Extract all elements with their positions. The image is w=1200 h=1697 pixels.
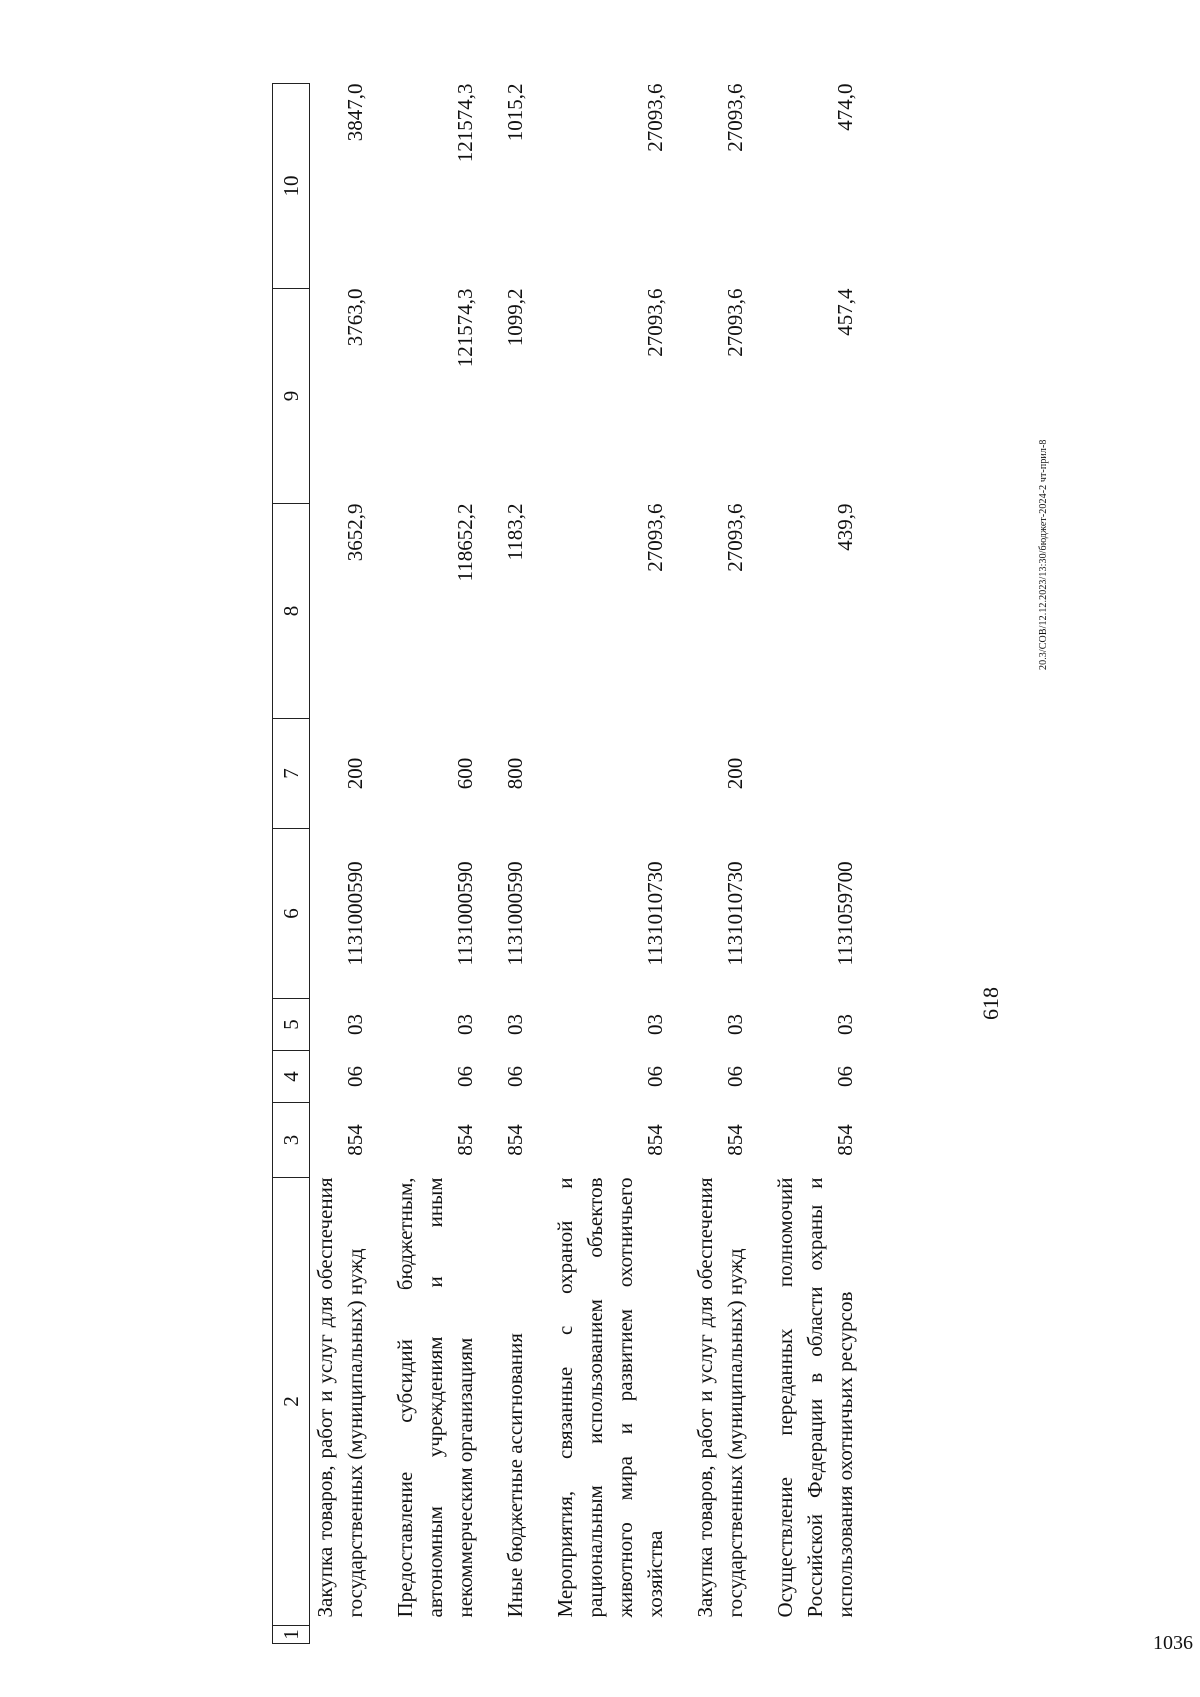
col-8: 439,9 bbox=[833, 503, 857, 551]
col-9: 457,4 bbox=[833, 288, 857, 336]
col-9: 27093,6 bbox=[643, 288, 667, 357]
col-3: 854 bbox=[453, 1124, 477, 1156]
header-row bbox=[273, 84, 310, 1644]
table-row bbox=[770, 84, 880, 1644]
header-cell: 1 bbox=[273, 1626, 310, 1644]
table-row bbox=[550, 84, 690, 1644]
header-cell: 5 bbox=[273, 999, 310, 1051]
header-cell: 4 bbox=[273, 1051, 310, 1103]
header-cell: 7 bbox=[273, 719, 310, 829]
col-10: 27093,6 bbox=[723, 83, 747, 152]
col-5: 03 bbox=[723, 1014, 747, 1035]
col-6: 1131059700 bbox=[833, 861, 857, 966]
rotated-content bbox=[170, 60, 1060, 1670]
col-6: 1131000590 bbox=[343, 861, 367, 966]
col-5: 03 bbox=[343, 1014, 367, 1035]
header-cell: 3 bbox=[273, 1103, 310, 1178]
row-name: Мероприятия, связанные с охраной и рациональным использованием объектов животного мира и развитием охотничьего хозяйства bbox=[553, 1177, 667, 1618]
header-cell: 10 bbox=[273, 84, 310, 289]
header-cell: 8 bbox=[273, 504, 310, 719]
col-6: 1131000590 bbox=[503, 861, 527, 966]
col-4: 06 bbox=[723, 1066, 747, 1087]
table-row bbox=[390, 84, 500, 1644]
col-7 bbox=[550, 719, 690, 829]
header-cell: 6 bbox=[273, 829, 310, 999]
col-8: 1183,2 bbox=[503, 503, 527, 561]
col-4: 06 bbox=[503, 1066, 527, 1087]
header-cell: 9 bbox=[273, 289, 310, 504]
col-4: 06 bbox=[453, 1066, 477, 1087]
col-6: 1131010730 bbox=[643, 861, 667, 966]
col-5: 03 bbox=[643, 1014, 667, 1035]
budget-table bbox=[272, 83, 880, 1644]
table-row bbox=[690, 84, 770, 1644]
row-name: Закупка товаров, работ и услуг для обеспечения государственных (муниципальных) нужд bbox=[693, 1177, 747, 1618]
col-10: 474,0 bbox=[833, 83, 857, 131]
col-10: 1015,2 bbox=[503, 83, 527, 142]
col-3: 854 bbox=[503, 1124, 527, 1156]
col-8: 27093,6 bbox=[723, 503, 747, 572]
table-row bbox=[310, 84, 391, 1644]
col-4: 06 bbox=[833, 1066, 857, 1087]
col-8: 118652,2 bbox=[453, 503, 477, 582]
col-7 bbox=[770, 719, 880, 829]
col-7: 600 bbox=[453, 757, 477, 790]
col-9: 27093,6 bbox=[723, 288, 747, 357]
sheet-number: 1036 bbox=[1153, 1632, 1193, 1654]
col-7: 800 bbox=[503, 757, 527, 790]
col-3: 854 bbox=[723, 1124, 747, 1156]
row-name: Предоставление субсидий бюджетным, автономным учреждениям и иным некоммерческим организациям bbox=[393, 1177, 477, 1618]
col-10: 121574,3 bbox=[453, 83, 477, 163]
col-5: 03 bbox=[503, 1014, 527, 1035]
row-name: Иные бюджетные ассигнования bbox=[503, 1333, 527, 1618]
col-6: 1131000590 bbox=[453, 861, 477, 966]
header-cell: 2 bbox=[273, 1178, 310, 1626]
col-7: 200 bbox=[343, 757, 367, 790]
col-5: 03 bbox=[453, 1014, 477, 1035]
col-10: 3847,0 bbox=[343, 83, 367, 142]
table-row bbox=[500, 84, 550, 1644]
col-5: 03 bbox=[833, 1014, 857, 1035]
page-number: 618 bbox=[978, 987, 1003, 1020]
col-3: 854 bbox=[343, 1124, 367, 1156]
row-name: Закупка товаров, работ и услуг для обеспечения государственных (муниципальных) нужд bbox=[313, 1177, 367, 1618]
col-4: 06 bbox=[643, 1066, 667, 1087]
row-name: Осуществление переданных полномочий Российской Федерации в области охраны и использования охотничьих ресурсов bbox=[773, 1177, 857, 1618]
col-8: 27093,6 bbox=[643, 503, 667, 572]
col-4: 06 bbox=[343, 1066, 367, 1087]
col-3: 854 bbox=[833, 1124, 857, 1156]
col-10: 27093,6 bbox=[643, 83, 667, 152]
col-9: 3763,0 bbox=[343, 288, 367, 347]
col-8: 3652,9 bbox=[343, 503, 367, 562]
col-6: 1131010730 bbox=[723, 861, 747, 966]
col-3: 854 bbox=[643, 1124, 667, 1156]
col-9: 121574,3 bbox=[453, 288, 477, 368]
document-signature: 20.3/СОВ/12.12.2023/13:30/бюджет-2024-2 чт-прил-8 bbox=[1038, 439, 1049, 670]
col-9: 1099,2 bbox=[503, 288, 527, 347]
col-7: 200 bbox=[723, 757, 747, 790]
